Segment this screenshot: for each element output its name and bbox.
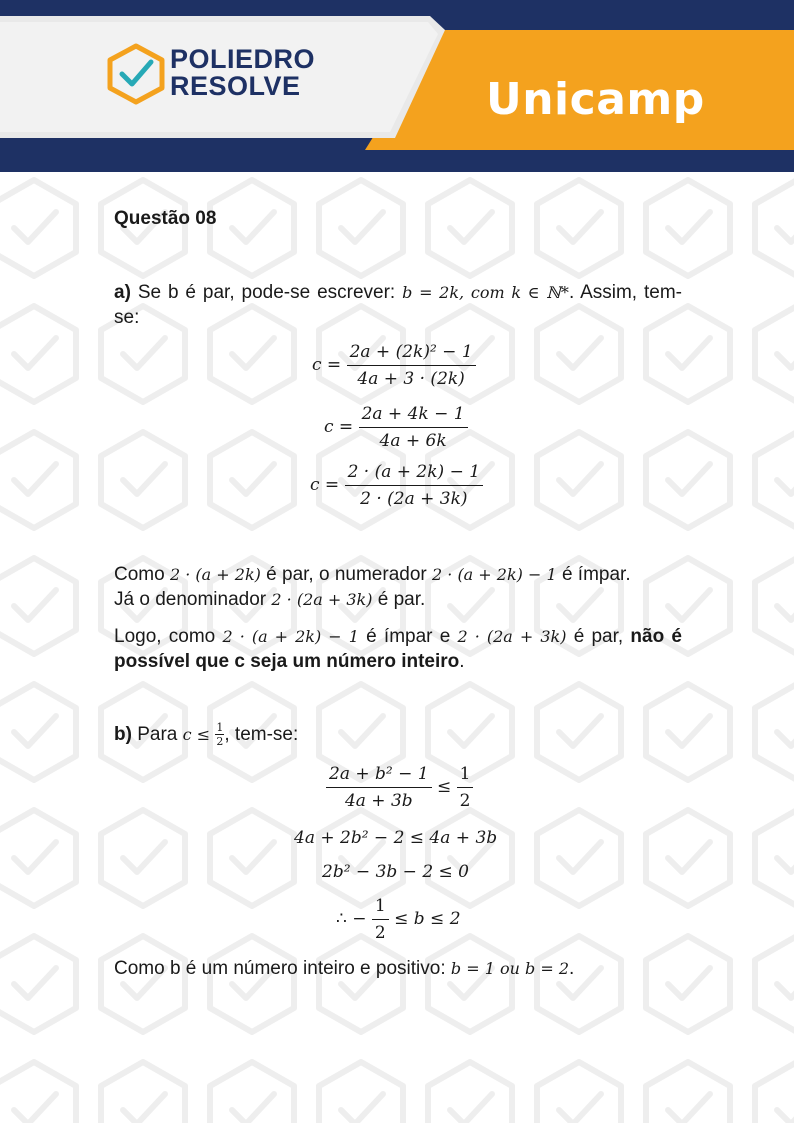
inequality-4-suffix: ≤ b ≤ 2 <box>394 909 461 929</box>
p2-text-1: Logo, como <box>114 626 216 647</box>
conclusion-end: . <box>569 958 575 979</box>
inequality-2: 4a + 2b² − 2 ≤ 4a + 3b <box>294 828 498 848</box>
part-a-paragraph-1 <box>114 562 682 612</box>
conclusion-math: b = 1 ou b = 2 <box>450 959 569 978</box>
p1-text-1: Como <box>114 564 165 585</box>
inequality-4 <box>336 896 461 943</box>
part-b-condition-den: 2 <box>216 735 224 749</box>
p2-math-2: 2 · (2a + 3k) <box>457 627 567 646</box>
part-b-condition-num: 1 <box>216 721 224 735</box>
equation-1-fraction <box>347 342 476 389</box>
p2-end: . <box>459 651 465 672</box>
conclusion-text: Como b é um número inteiro e positivo: <box>114 958 446 979</box>
equation-3-fraction <box>345 462 483 509</box>
equation-1-lhs: c = <box>312 355 342 375</box>
equation-1-numerator: 2a + (2k)² − 1 <box>347 342 476 366</box>
p1-math-1: 2 · (a + 2k) <box>169 565 261 584</box>
equation-2-denominator: 4a + 6k <box>379 431 447 451</box>
equation-3-denominator: 2 · (2a + 3k) <box>360 489 468 509</box>
inequality-4-fraction <box>372 896 389 943</box>
inequality-1-numerator: 2a + b² − 1 <box>326 764 432 788</box>
equation-3-numerator: 2 · (a + 2k) − 1 <box>345 462 483 486</box>
part-a-intro <box>114 280 682 330</box>
p1-text-5: é par. <box>377 589 426 610</box>
inequality-3: 2b² − 3b − 2 ≤ 0 <box>322 862 469 882</box>
part-b-condition-lhs: c ≤ <box>182 725 211 744</box>
equation-1 <box>312 342 476 389</box>
p2-text-2: é ímpar e <box>366 626 451 647</box>
inequality-1-denominator: 4a + 3b <box>344 791 413 811</box>
inequality-1-right-fraction <box>457 764 474 811</box>
inequality-4-prefix: ∴ − <box>336 909 367 929</box>
part-a-label: a) <box>114 282 131 303</box>
equation-2-fraction <box>359 404 468 451</box>
equation-3 <box>310 462 483 509</box>
p1-text-2: é par, o numerador <box>266 564 427 585</box>
brand-line-2: RESOLVE <box>170 71 301 101</box>
question-title: Questão 08 <box>114 208 217 229</box>
part-a-intro-text: Se b é par, pode-se escrever: <box>137 282 396 303</box>
equation-2-lhs: c = <box>324 417 354 437</box>
exam-name: Unicamp <box>486 74 705 125</box>
header-banner <box>0 0 794 172</box>
part-b-text-2: , tem-se: <box>224 724 299 745</box>
inequality-1-right-num: 1 <box>457 764 474 788</box>
part-b-conclusion <box>114 956 682 981</box>
p1-math-2: 2 · (a + 2k) − 1 <box>432 565 557 584</box>
brand-line-1: POLIEDRO <box>170 44 316 74</box>
inequality-1 <box>326 764 473 811</box>
p2-conclusion-bold: não é possível que c seja um número inteiro <box>114 626 683 672</box>
inequality-4-den: 2 <box>374 923 386 943</box>
p1-text-3: é ímpar. <box>561 564 631 585</box>
part-a-paragraph-2 <box>114 624 682 674</box>
inequality-1-relation: ≤ <box>436 777 452 797</box>
inequality-4-num: 1 <box>372 896 389 920</box>
p1-math-3: 2 · (2a + 3k) <box>271 590 373 609</box>
brand-logo-text <box>170 46 315 100</box>
equation-2 <box>324 404 468 451</box>
inequality-1-right-den: 2 <box>459 791 471 811</box>
part-b-intro <box>114 722 682 747</box>
equation-2-numerator: 2a + 4k − 1 <box>359 404 468 428</box>
part-a-intro-after: . Assim, tem-se: <box>114 282 682 328</box>
equation-3-lhs: c = <box>310 475 340 495</box>
equation-1-denominator: 4a + 3 · (2k) <box>357 369 465 389</box>
part-b-label: b) <box>114 724 132 745</box>
p1-text-4: Já o denominador <box>114 589 267 610</box>
p2-math-1: 2 · (a + 2k) − 1 <box>222 627 359 646</box>
part-b-text-1: Para <box>137 724 178 745</box>
inequality-1-left-fraction <box>326 764 432 811</box>
part-a-intro-math: b = 2k, com k ∈ ℕ* <box>402 283 569 302</box>
p2-text-3: é par, <box>573 626 624 647</box>
